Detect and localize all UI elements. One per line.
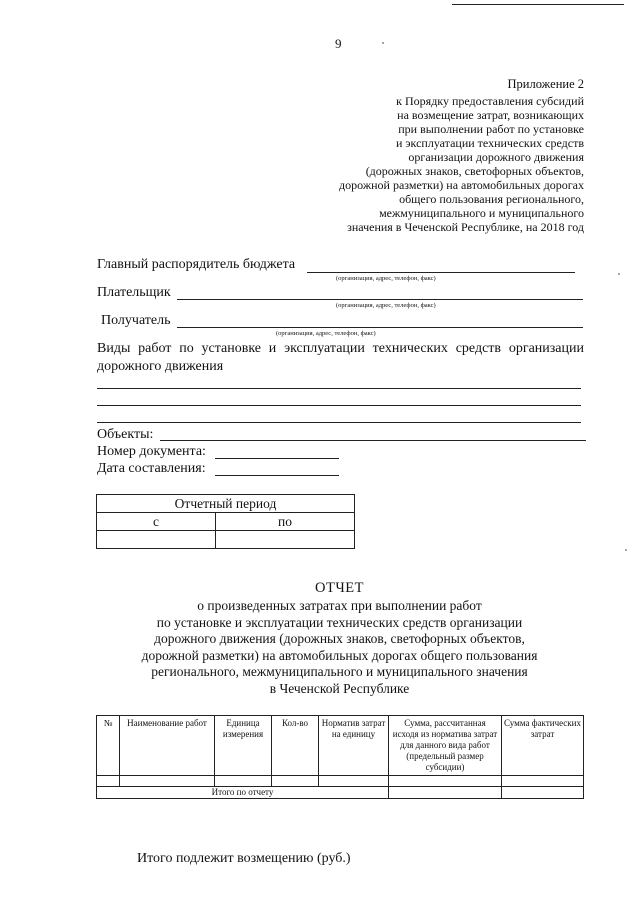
- report-table: [96, 715, 584, 799]
- budget-manager-line[interactable]: [307, 272, 575, 273]
- recipient-hint: (организация, адрес, телефон, факс): [276, 330, 376, 337]
- scan-speck: [382, 42, 384, 44]
- total-actual-value[interactable]: [502, 787, 584, 799]
- table-row: [97, 776, 584, 787]
- report-subtitle: [96, 598, 583, 697]
- objects-line[interactable]: [160, 440, 586, 441]
- appendix-reference: [304, 94, 584, 234]
- recipient-label: Получатель: [101, 313, 171, 328]
- table-cell[interactable]: [215, 776, 272, 787]
- recipient-line[interactable]: [177, 327, 583, 328]
- appendix-line: межмуниципального и муниципального: [379, 206, 584, 220]
- work-types-line-3[interactable]: [97, 422, 581, 423]
- date-line[interactable]: [215, 475, 339, 476]
- budget-manager-label: Главный распорядитель бюджета: [97, 257, 296, 272]
- appendix-line: при выполнении работ по установке: [398, 122, 584, 136]
- appendix-line: общего пользования регионального,: [399, 192, 584, 206]
- table-cell[interactable]: [97, 776, 120, 787]
- period-to-label: по: [216, 513, 355, 531]
- period-to-value[interactable]: [216, 531, 355, 549]
- top-rule: [452, 4, 624, 5]
- report-title: ОТЧЕТ: [315, 580, 364, 596]
- table-cell[interactable]: [389, 776, 502, 787]
- appendix-line: на возмещение затрат, возникающих: [397, 108, 584, 122]
- document-number-label: Номер документа:: [97, 444, 206, 459]
- report-subtitle-line: дорожного движения (дорожных знаков, светофорных объектов,: [154, 631, 525, 646]
- appendix-line: организации дорожного движения: [408, 150, 584, 164]
- report-subtitle-line: в Чеченской Республике: [269, 680, 410, 696]
- report-subtitle-line: о произведенных затратах при выполнении работ: [197, 598, 482, 613]
- appendix-line: к Порядку предоставления субсидий: [396, 94, 584, 108]
- work-types-text: Виды работ по установке и эксплуатации технических средств организации дорожного движения: [97, 341, 584, 374]
- report-subtitle-line: по установке и эксплуатации технических средств организации: [156, 614, 523, 630]
- document-number-line[interactable]: [215, 458, 339, 459]
- scan-speck: [625, 549, 627, 551]
- column-header-work-name: Наименование работ: [120, 716, 215, 776]
- appendix-line: и эксплуатации технических средств: [395, 136, 584, 150]
- date-label: Дата составления:: [97, 461, 206, 476]
- appendix-line: (дорожных знаков, светофорных объектов,: [365, 164, 584, 178]
- appendix-line: значения в Чеченской Республике, на 2018 год: [347, 220, 584, 234]
- table-cell[interactable]: [272, 776, 319, 787]
- payer-label: Плательщик: [97, 285, 171, 300]
- appendix-line: дорожной разметки) на автомобильных дорогах: [339, 178, 584, 192]
- report-subtitle-line: дорожной разметки) на автомобильных дорогах общего пользования: [141, 647, 538, 663]
- scan-speck: [618, 273, 620, 275]
- table-cell[interactable]: [120, 776, 215, 787]
- payer-line[interactable]: [177, 299, 583, 300]
- appendix-title: Приложение 2: [507, 77, 584, 91]
- period-from-label: с: [97, 513, 216, 531]
- work-types-line-2[interactable]: [97, 405, 581, 406]
- column-header-cost-norm: Норматив затрат на единицу: [319, 716, 389, 776]
- column-header-number: №: [97, 716, 120, 776]
- column-header-unit: Единица измерения: [215, 716, 272, 776]
- budget-manager-hint: (организация, адрес, телефон, факс): [336, 275, 436, 282]
- total-row: [97, 787, 584, 799]
- reporting-period-title: Отчетный период: [97, 495, 355, 513]
- reimbursement-total: Итого подлежит возмещению (руб.): [137, 851, 351, 866]
- table-cell[interactable]: [319, 776, 389, 787]
- period-from-value[interactable]: [97, 531, 216, 549]
- table-cell[interactable]: [502, 776, 584, 787]
- column-header-quantity: Кол-во: [272, 716, 319, 776]
- objects-label: Объекты:: [97, 427, 154, 442]
- report-subtitle-line: регионального, межмуниципального и муниципального значения: [151, 664, 528, 679]
- total-label: Итого по отчету: [97, 787, 389, 799]
- payer-hint: (организация, адрес, телефон, факс): [336, 302, 436, 309]
- column-header-calculated-sum: Сумма, рассчитанная исходя из норматива затрат для данного вида работ (предельный размер субсидии): [389, 716, 502, 776]
- column-header-actual-sum: Сумма фактических затрат: [502, 716, 584, 776]
- page-number: 9: [335, 36, 342, 51]
- work-types-line-1[interactable]: [97, 388, 581, 389]
- reporting-period-table: [96, 494, 355, 549]
- total-calculated-value[interactable]: [389, 787, 502, 799]
